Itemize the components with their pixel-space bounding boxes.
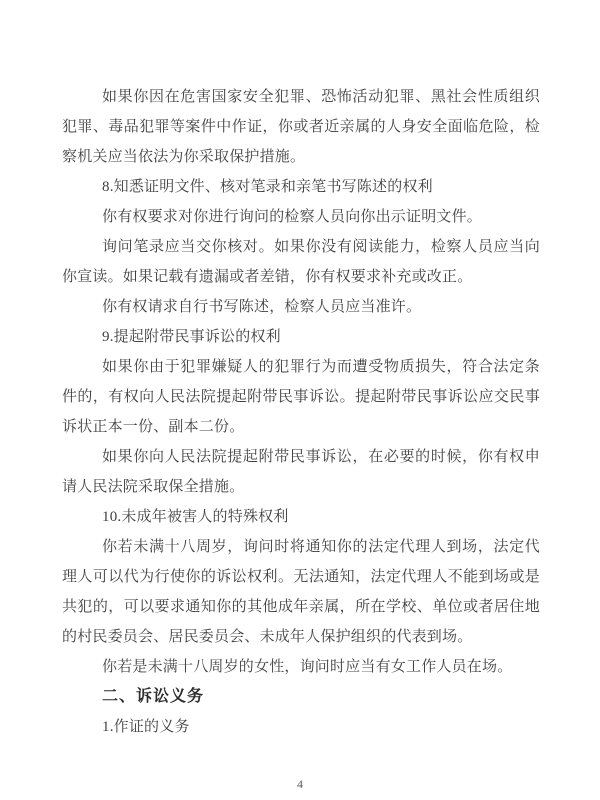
heading-right-9: 9.提起附带民事诉讼的权利 [102,329,281,345]
heading-duty-1-testify: 1.作证的义务 [102,719,190,735]
para-self-written-statement: 你有权请求自行书写陈述，检察人员应当准许。 [102,299,422,315]
para-civil-action: 如果你由于犯罪嫌疑人的犯罪行为而遭受物质损失，符合法定条件的，有权向人民法院提起附带民事诉讼。提起附带民事诉讼应交民事诉状正本一份、副本二份。 [62,359,540,435]
para-minor-female: 你若是未满十八周岁的女性，询问时应当有女工作人员在场。 [102,659,513,675]
heading-right-10: 10.未成年被害人的特殊权利 [102,509,289,525]
para-record-verification: 询问笔录应当交你核对。如果你没有阅读能力，检察人员应当向你宣读。如果记载有遗漏或者差错，你有权要求补充或改正。 [62,239,540,285]
para-minor-legal-representative: 你若未满十八周岁，询问时将通知你的法定代理人到场，法定代理人可以代为行使你的诉讼权利。无法通知，法定代理人不能到场或是共犯的，可以要求通知你的其他成年亲属，所在学校、单位或者居住地的村民委员会、居民委员会、未成年人保护组织的代表到场。 [62,539,540,645]
para-preservation-measures: 如果你向人民法院提起附带民事诉讼，在必要的时候，你有权申请人民法院采取保全措施。 [62,449,540,495]
page-number: 4 [297,777,303,791]
document-body [62,82,540,742]
para-show-credentials: 你有权要求对你进行询问的检察人员向你出示证明文件。 [102,209,483,225]
para-witness-protection: 如果你因在危害国家安全犯罪、恐怖活动犯罪、黑社会性质组织犯罪、毒品犯罪等案件中作证，你或者近亲属的人身安全面临危险，检察机关应当依法为你采取保护措施。 [62,89,540,165]
heading-right-8: 8.知悉证明文件、核对笔录和亲笔书写陈述的权利 [102,179,433,195]
heading-section-2-litigation-duties: 二、诉讼义务 [102,688,205,705]
